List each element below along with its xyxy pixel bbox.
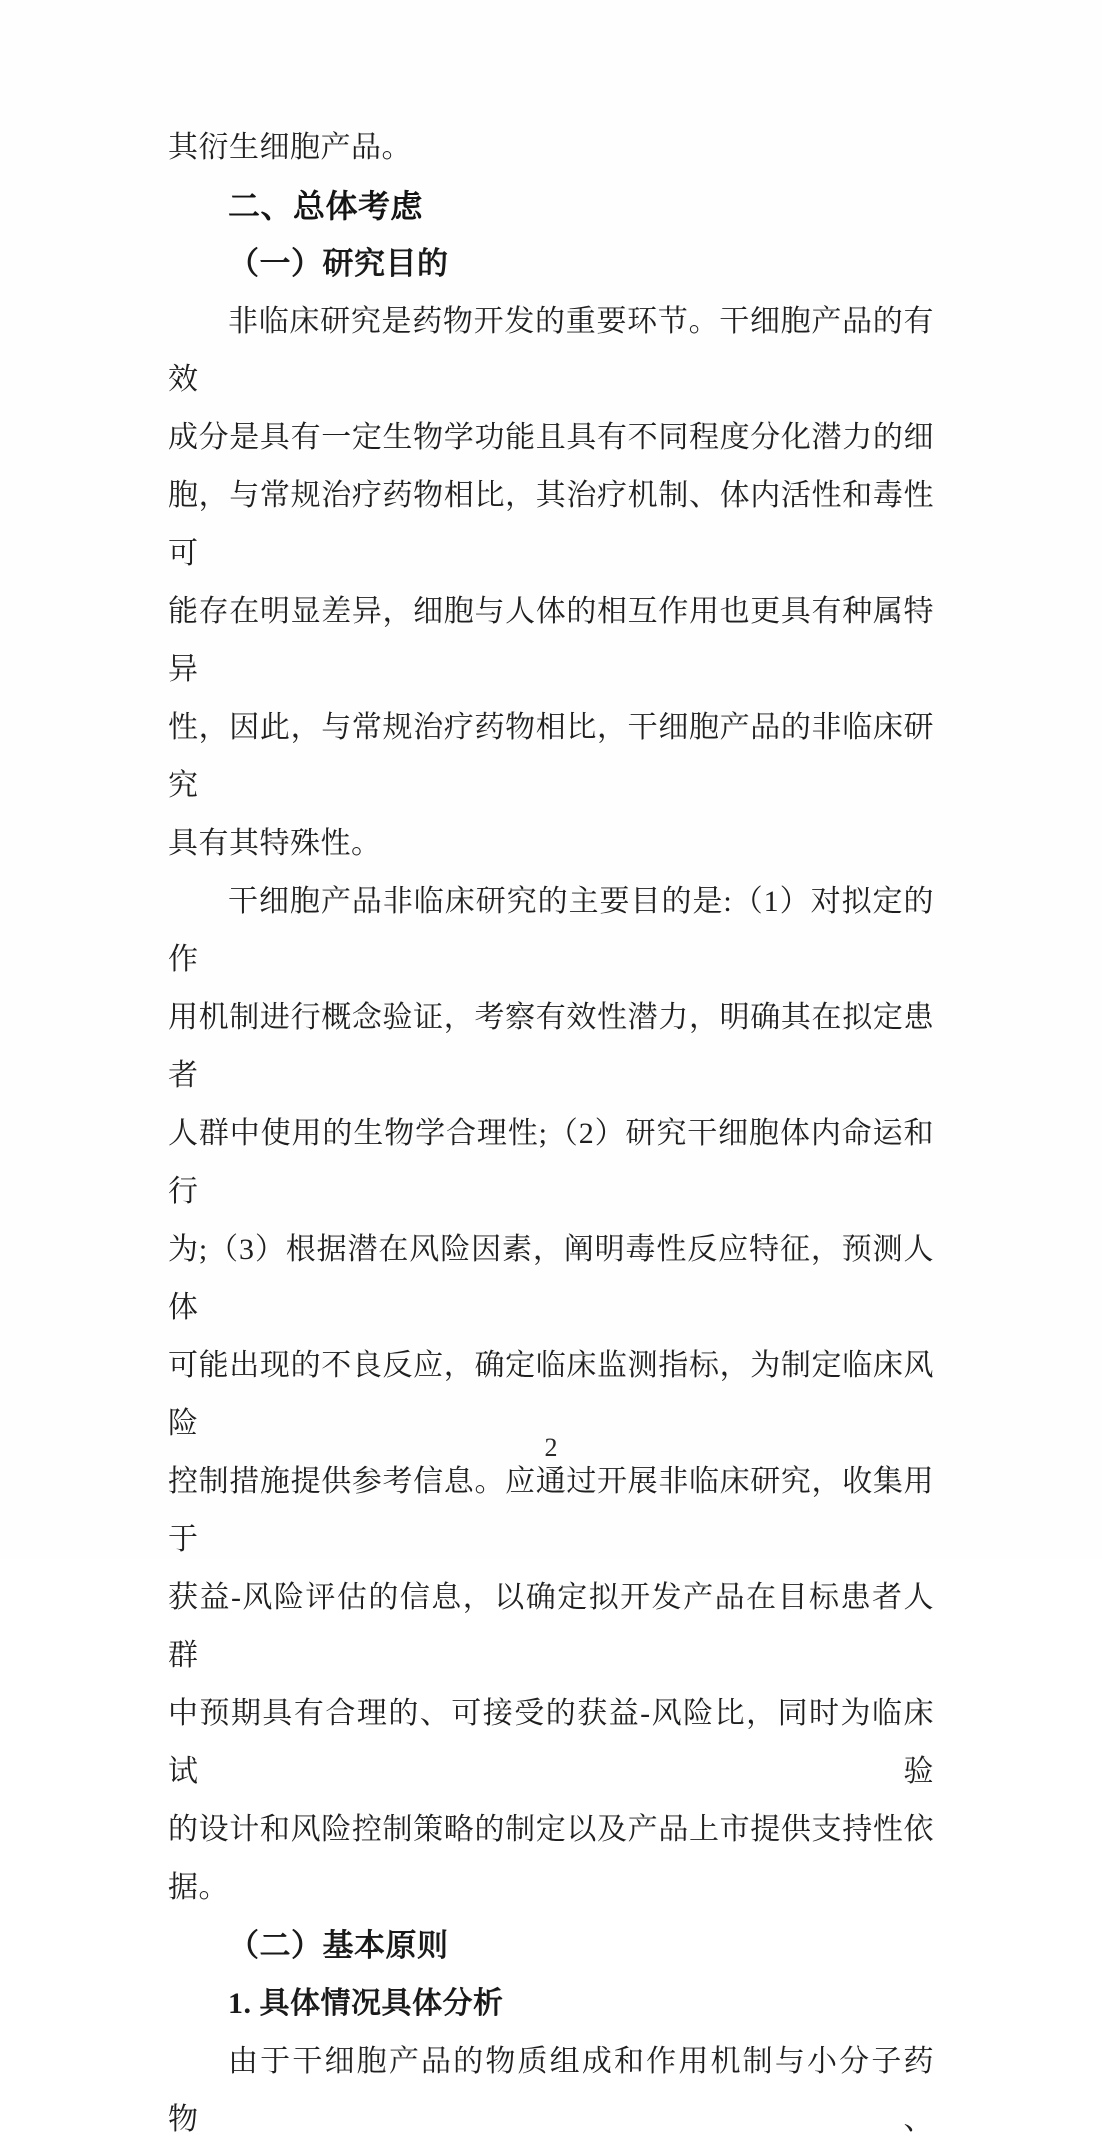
heading-line: （一）研究目的: [228, 246, 449, 281]
text-line: 的设计和风险控制策略的制定以及产品上市提供支持性依: [168, 1813, 934, 1846]
text-line: 性，因此，与常规治疗药物相比，干细胞产品的非临床研究: [168, 711, 934, 802]
text-line: 其衍生细胞产品。: [168, 131, 412, 164]
page-footer: [0, 1426, 1102, 1474]
text-line: 中预期具有合理的、可接受的获益-风险比，同时为临床试验: [168, 1697, 934, 1788]
text-line: 非临床研究是药物开发的重要环节。干细胞产品的有效: [168, 305, 934, 396]
text-line: 为;（3）根据潜在风险因素，阐明毒性反应特征，预测人体: [168, 1233, 934, 1324]
text-line: 获益-风险评估的信息，以确定拟开发产品在目标患者人群: [168, 1581, 934, 1672]
text-line: 成分是具有一定生物学功能且具有不同程度分化潜力的细: [168, 421, 934, 454]
text-line: 可能出现的不良反应，确定临床监测指标，为制定临床风险: [168, 1349, 934, 1440]
text-line: 能存在明显差异，细胞与人体的相互作用也更具有种属特异: [168, 595, 934, 686]
text-line: 人群中使用的生物学合理性;（2）研究干细胞体内命运和行: [168, 1117, 934, 1208]
text-line: 由于干细胞产品的物质组成和作用机制与小分子药物、: [168, 2045, 934, 2136]
text-line: 干细胞产品非临床研究的主要目的是:（1）对拟定的作: [168, 885, 934, 976]
text-line: 控制措施提供参考信息。应通过开展非临床研究，收集用于: [168, 1465, 934, 1556]
page-number: 2: [544, 1433, 558, 1462]
text-line: 胞，与常规治疗药物相比，其治疗机制、体内活性和毒性可: [168, 479, 934, 570]
text-line: 用机制进行概念验证，考察有效性潜力，明确其在拟定患者: [168, 1001, 934, 1092]
document-content: [168, 119, 934, 2149]
heading-line: （二）基本原则: [228, 1928, 449, 1963]
heading-line: 1. 具体情况具体分析: [228, 1987, 504, 2020]
heading-line: 二、总体考虑: [228, 188, 424, 224]
text-line: 具有其特殊性。: [168, 827, 382, 860]
text-line: 据。: [168, 1871, 229, 1904]
